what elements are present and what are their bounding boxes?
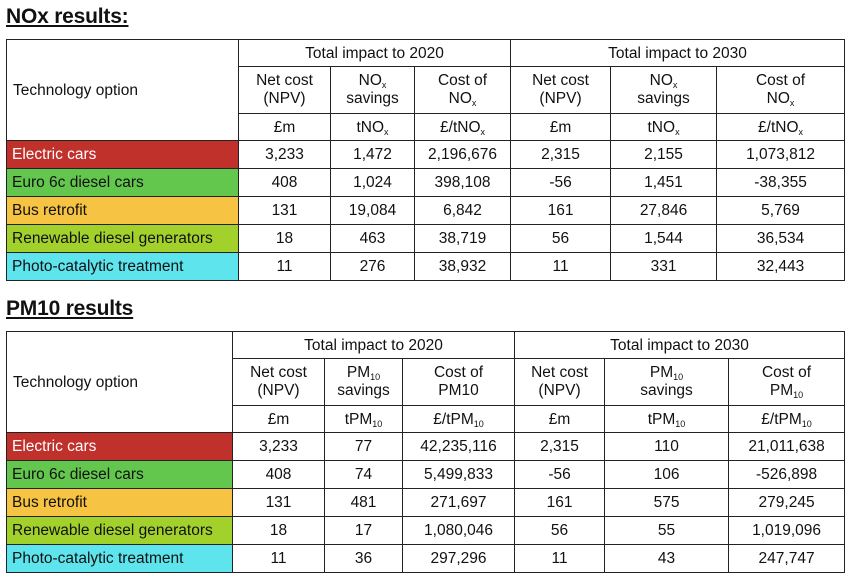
table-cell: 11: [233, 545, 325, 573]
table-cell: 17: [325, 517, 403, 545]
table-cell: 74: [325, 461, 403, 489]
table-cell: 408: [239, 169, 331, 197]
table-cell: 161: [511, 197, 611, 225]
table-cell: 1,024: [331, 169, 415, 197]
table-row: [7, 197, 845, 225]
option-bus-retrofit: Bus retrofit: [7, 489, 233, 517]
nox-savings-header: $NO_x$ savings: [611, 67, 717, 114]
pm10-results-table: [6, 331, 845, 573]
cost-of-nox-header: Cost of $NO_x$: [415, 67, 511, 114]
option-photo-catalytic-treatment: Photo-catalytic treatment: [7, 545, 233, 573]
table-cell: 1,073,812: [717, 141, 845, 169]
table-cell: 11: [511, 253, 611, 281]
table-cell: 56: [511, 225, 611, 253]
table-cell: -56: [515, 461, 605, 489]
table-cell: 247,747: [729, 545, 845, 573]
table-cell: 3,233: [239, 141, 331, 169]
table-cell: 56: [515, 517, 605, 545]
unit-label: tNO$_x$: [331, 114, 415, 141]
table-row: [7, 461, 845, 489]
net-cost-header: Net cost (NPV): [515, 359, 605, 406]
table-row: [7, 489, 845, 517]
table-cell: 2,315: [511, 141, 611, 169]
table-cell: 21,011,638: [729, 433, 845, 461]
net-cost-header: Net cost (NPV): [239, 67, 331, 114]
table-cell: 110: [605, 433, 729, 461]
period-2030-header: Total impact to 2030: [511, 40, 845, 67]
table-cell: 38,719: [415, 225, 511, 253]
table-cell: -56: [511, 169, 611, 197]
option-renewable-diesel-generators: Renewable diesel generators: [7, 517, 233, 545]
net-cost-header: Net cost (NPV): [511, 67, 611, 114]
table-cell: 1,019,096: [729, 517, 845, 545]
table-row: [7, 517, 845, 545]
unit-label: £/tNO$_x$: [717, 114, 845, 141]
unit-label: tNO$_x$: [611, 114, 717, 141]
table-cell: 331: [611, 253, 717, 281]
table-cell: 297,296: [403, 545, 515, 573]
table-cell: 2,155: [611, 141, 717, 169]
unit-label: £/tPM$_{10}$: [729, 406, 845, 433]
technology-option-header: Technology option: [7, 332, 233, 433]
pm10-savings-header: $PM_{10}$ savings: [325, 359, 403, 406]
unit-label: £m: [515, 406, 605, 433]
nox-results-heading: NOx results:: [6, 5, 129, 28]
table-cell: -526,898: [729, 461, 845, 489]
table-cell: 5,769: [717, 197, 845, 225]
cost-of-nox-header: Cost of $NO_x$: [717, 67, 845, 114]
table-cell: 11: [515, 545, 605, 573]
table-cell: 11: [239, 253, 331, 281]
table-cell: 279,245: [729, 489, 845, 517]
option-renewable-diesel-generators: Renewable diesel generators: [7, 225, 239, 253]
unit-label: £m: [511, 114, 611, 141]
cost-of-pm10-header: Cost of $PM_{10}$: [729, 359, 845, 406]
table-cell: 43: [605, 545, 729, 573]
table-cell: 3,233: [233, 433, 325, 461]
option-euro-6c-diesel-cars: Euro 6c diesel cars: [7, 169, 239, 197]
unit-label: £m: [239, 114, 331, 141]
unit-label: £m: [233, 406, 325, 433]
table-cell: 55: [605, 517, 729, 545]
unit-label: tPM$_{10}$: [605, 406, 729, 433]
table-cell: 5,499,833: [403, 461, 515, 489]
table-cell: 1,451: [611, 169, 717, 197]
cost-of-pm10-header: Cost of PM10: [403, 359, 515, 406]
table-cell: 106: [605, 461, 729, 489]
table-cell: 19,084: [331, 197, 415, 225]
table-row: [7, 141, 845, 169]
period-2020-header: Total impact to 2020: [239, 40, 511, 67]
table-cell: 36,534: [717, 225, 845, 253]
table-cell: 2,315: [515, 433, 605, 461]
table-cell: 6,842: [415, 197, 511, 225]
table-cell: 27,846: [611, 197, 717, 225]
table-cell: 1,080,046: [403, 517, 515, 545]
table-cell: 131: [233, 489, 325, 517]
table-row: [7, 169, 845, 197]
period-2030-header: Total impact to 2030: [515, 332, 845, 359]
table-row: [7, 433, 845, 461]
net-cost-header: Net cost (NPV): [233, 359, 325, 406]
table-cell: 1,544: [611, 225, 717, 253]
pm10-results-heading: PM10 results: [6, 297, 134, 320]
table-cell: 408: [233, 461, 325, 489]
table-cell: -38,355: [717, 169, 845, 197]
pm10-savings-header: $PM_{10}$ savings: [605, 359, 729, 406]
technology-option-header: Technology option: [7, 40, 239, 141]
option-bus-retrofit: Bus retrofit: [7, 197, 239, 225]
option-euro-6c-diesel-cars: Euro 6c diesel cars: [7, 461, 233, 489]
table-cell: 18: [233, 517, 325, 545]
table-cell: 77: [325, 433, 403, 461]
table-cell: 463: [331, 225, 415, 253]
period-2020-header: Total impact to 2020: [233, 332, 515, 359]
nox-results-table: [6, 39, 845, 281]
table-cell: 42,235,116: [403, 433, 515, 461]
table-cell: 36: [325, 545, 403, 573]
table-cell: 1,472: [331, 141, 415, 169]
table-cell: 38,932: [415, 253, 511, 281]
table-cell: 481: [325, 489, 403, 517]
nox-savings-header: $NO_x$ savings: [331, 67, 415, 114]
table-row: [7, 253, 845, 281]
table-cell: 2,196,676: [415, 141, 511, 169]
table-cell: 398,108: [415, 169, 511, 197]
option-electric-cars: Electric cars: [7, 433, 233, 461]
unit-label: £/tNO$_x$: [415, 114, 511, 141]
table-cell: 161: [515, 489, 605, 517]
table-row: [7, 225, 845, 253]
table-cell: 575: [605, 489, 729, 517]
unit-label: tPM$_{10}$: [325, 406, 403, 433]
table-cell: 18: [239, 225, 331, 253]
option-photo-catalytic-treatment: Photo-catalytic treatment: [7, 253, 239, 281]
option-electric-cars: Electric cars: [7, 141, 239, 169]
table-cell: 276: [331, 253, 415, 281]
unit-label: £/tPM$_{10}$: [403, 406, 515, 433]
table-row: [7, 545, 845, 573]
table-cell: 131: [239, 197, 331, 225]
table-cell: 271,697: [403, 489, 515, 517]
table-cell: 32,443: [717, 253, 845, 281]
